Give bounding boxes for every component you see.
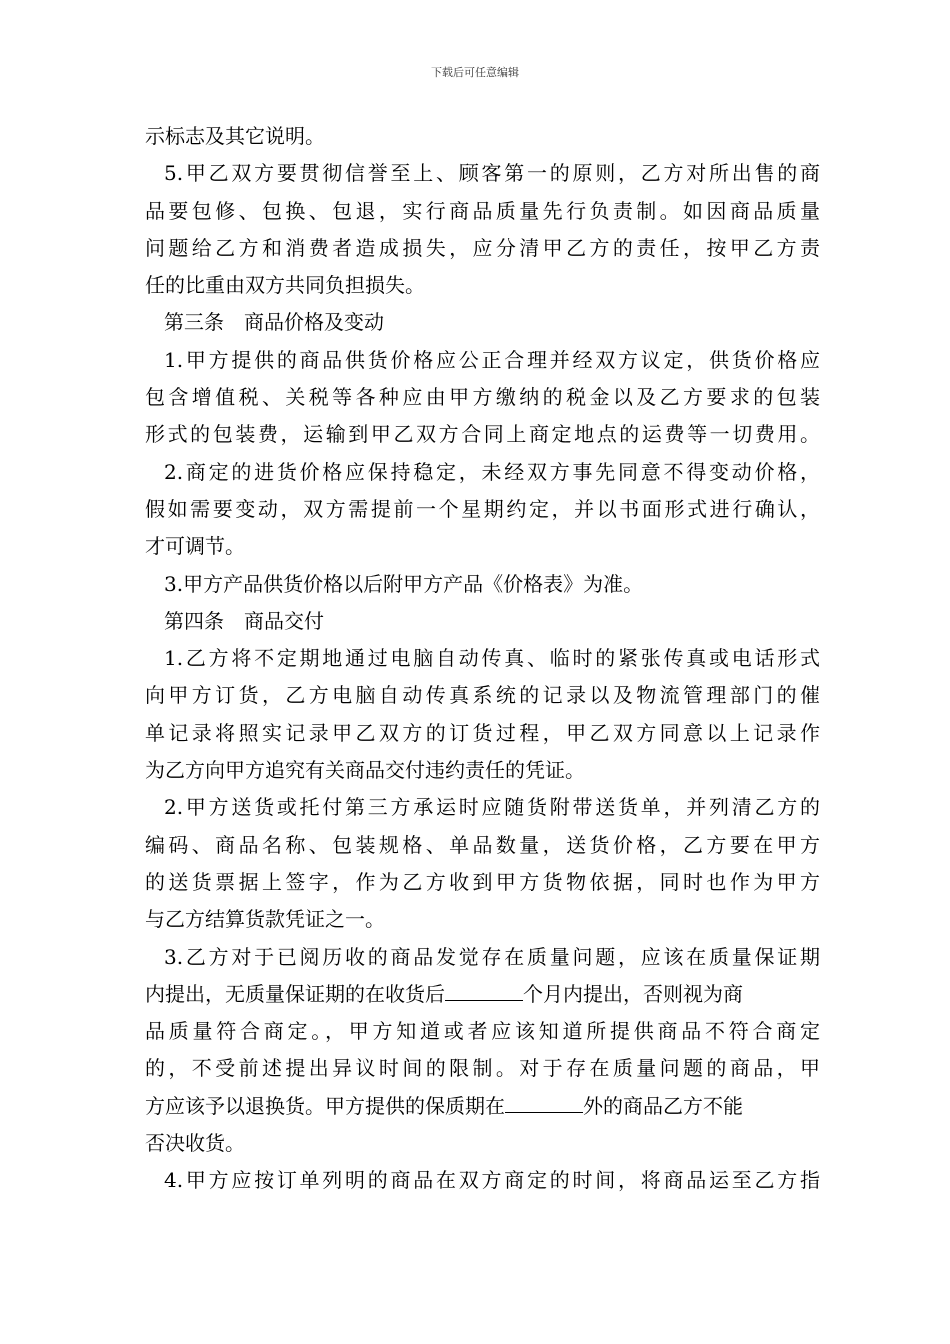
text-line bbox=[145, 1088, 820, 1125]
text-line: 为乙方向甲方追究有关商品交付违约责任的凭证。 bbox=[145, 758, 585, 783]
text-line: 品质量符合商定。，甲方知道或者应该知道所提供商品不符合商定 bbox=[145, 1019, 820, 1044]
text-line: 否决收货。 bbox=[145, 1131, 245, 1156]
text-line: 问题给乙方和消费者造成损失，应分清甲乙方的责任，按甲乙方责 bbox=[145, 235, 820, 260]
text-line: 4.甲方应按订单列明的商品在双方商定的时间，将商品运至乙方指 bbox=[164, 1168, 820, 1193]
text-line: 与乙方结算货款凭证之一。 bbox=[145, 907, 385, 932]
text-line: 包含增值税、关税等各种应由甲方缴纳的税金以及乙方要求的包装 bbox=[145, 385, 820, 410]
section-heading: 第三条 商品价格及变动 bbox=[164, 310, 384, 335]
text-line: 示标志及其它说明。 bbox=[145, 124, 325, 148]
document-body bbox=[145, 118, 820, 1200]
fill-in-blank bbox=[445, 978, 523, 1001]
text-line: 任的比重由双方共同负担损失。 bbox=[145, 273, 425, 298]
text-line: 的送货票据上签字，作为乙方收到甲方货物依据，同时也作为甲方 bbox=[145, 869, 820, 894]
page-header: 下载后可任意编辑 bbox=[431, 66, 519, 79]
text-line: 2.甲方送货或托付第三方承运时应随货附带送货单，并列清乙方的 bbox=[164, 795, 820, 820]
text-segment: 方应该予以退换货。甲方提供的保质期在 bbox=[145, 1093, 505, 1118]
section-heading: 第四条 商品交付 bbox=[164, 608, 324, 633]
text-line: 单记录将照实记录甲乙双方的订货过程，甲乙双方同意以上记录作 bbox=[145, 720, 820, 745]
text-line: 才可调节。 bbox=[145, 534, 245, 559]
text-segment: 内提出，无质量保证期的在收货后 bbox=[145, 981, 445, 1006]
text-line: 的，不受前述提出异议时间的限制。对于存在质量问题的商品，甲 bbox=[145, 1056, 820, 1081]
text-segment: 个月内提出，否则视为商 bbox=[523, 981, 743, 1006]
text-line: 3.乙方对于已阅历收的商品发觉存在质量问题，应该在质量保证期 bbox=[164, 944, 820, 969]
text-line: 1.甲方提供的商品供货价格应公正合理并经双方议定，供货价格应 bbox=[164, 347, 820, 372]
text-line: 2.商定的进货价格应保持稳定，未经双方事先同意不得变动价格， bbox=[164, 459, 820, 484]
text-segment: 外的商品乙方不能 bbox=[583, 1093, 743, 1118]
text-line: 品要包修、包换、包退，实行商品质量先行负责制。如因商品质量 bbox=[145, 198, 820, 223]
text-line: 3.甲方产品供货价格以后附甲方产品《价格表》为准。 bbox=[164, 571, 644, 596]
text-line: 1.乙方将不定期地通过电脑自动传真、临时的紧张传真或电话形式 bbox=[164, 646, 820, 671]
text-line: 编码、商品名称、包装规格、单品数量，送货价格，乙方要在甲方 bbox=[145, 832, 820, 857]
text-line: 5.甲乙双方要贯彻信誉至上、顾客第一的原则，乙方对所出售的商 bbox=[164, 161, 820, 186]
text-line bbox=[145, 976, 820, 1013]
fill-in-blank bbox=[505, 1090, 583, 1113]
text-line: 向甲方订货，乙方电脑自动传真系统的记录以及物流管理部门的催 bbox=[145, 683, 820, 708]
text-line: 形式的包装费，运输到甲乙双方合同上商定地点的运费等一切费用。 bbox=[145, 422, 820, 447]
text-line: 假如需要变动，双方需提前一个星期约定，并以书面形式进行确认， bbox=[145, 496, 820, 521]
